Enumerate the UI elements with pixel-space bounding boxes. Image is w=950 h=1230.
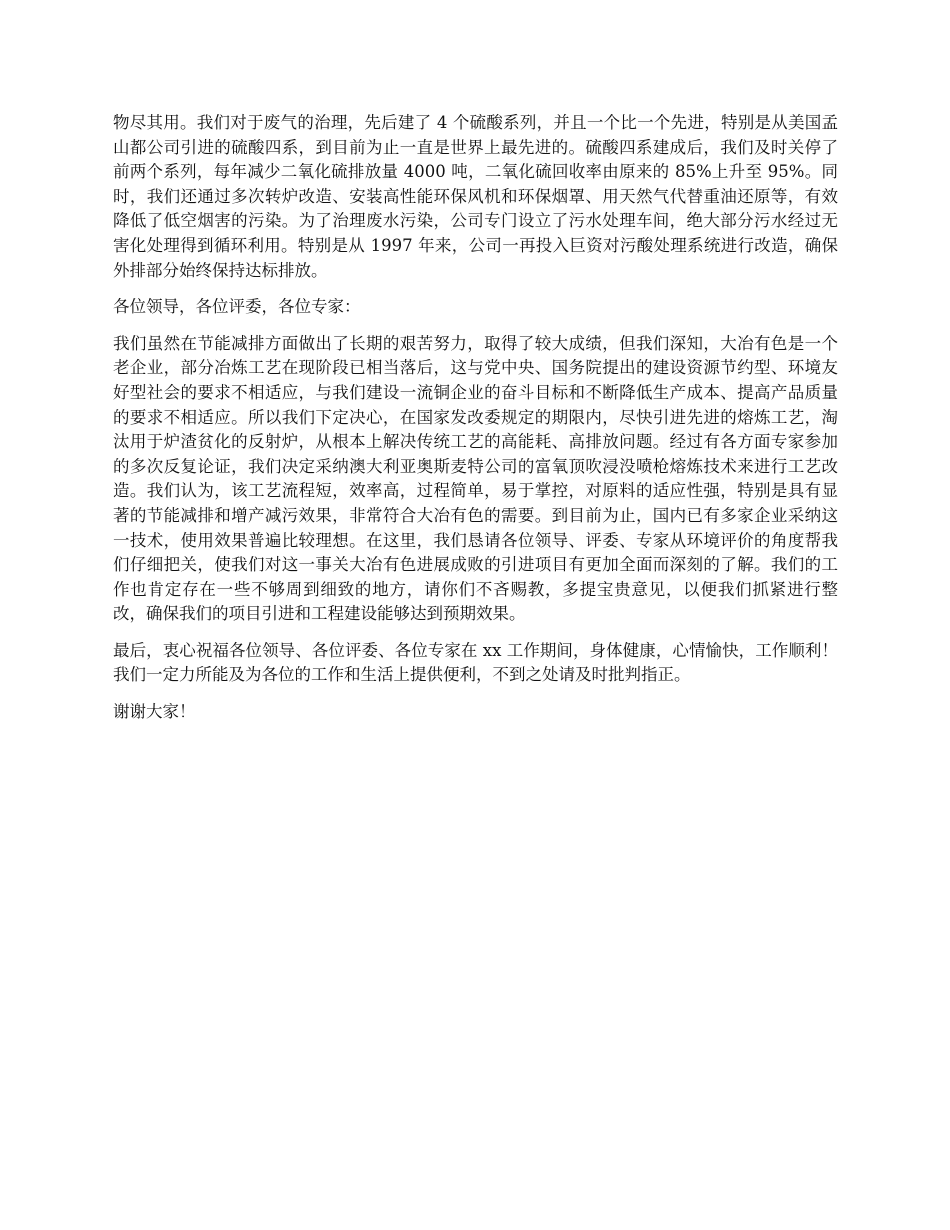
- paragraph-thanks: 谢谢大家！: [113, 702, 196, 722]
- paragraph-process-upgrade: 我们虽然在节能减排方面做出了长期的艰苦努力，取得了较大成绩，但我们深知，大冶有色是一个老企业，部分冶炼工艺在现阶段已相当落后，这与党中央、国务院提出的建设资源节约型、环境友好型社会的要求不相适应，与我们建设一流铜企业的奋斗目标和不断降低生产成本、提高产品质量的要求不相适应。所以我们下定决心，在国家发改委规定的期限内，尽快引进先进的熔炼工艺，淘汰用于炉渣贫化的反射炉，从根本上解决传统工艺的高能耗、高排放问题。经过有各方面专家参加的多次反复论证，我们决定采纳澳大利亚奥斯麦特公司的富氧顶吹浸没喷枪熔炼技术来进行工艺改造。我们认为，该工艺流程短，效率高，过程简单，易于掌控，对原料的适应性强，特别是具有显著的节能减排和增产减污效果，非常符合大冶有色的需要。到目前为止，国内已有多家企业采纳这一技术，使用效果普遍比较理想。在这里，我们恳请各位领导、评委、专家从环境评价的角度帮我们仔细把关，使我们对这一事关大冶有色进展成败的引进项目有更加全面而深刻的了解。我们的工作也肯定存在一些不够周到细致的地方，请你们不吝赐教，多提宝贵意见，以便我们抓紧进行整改，确保我们的项目引进和工程建设能够达到预期效果。: [113, 333, 838, 624]
- paragraph-waste-treatment: 物尽其用。我们对于废气的治理，先后建了 4 个硫酸系列，并且一个比一个先进，特别是从美国孟山都公司引进的硫酸四系，到目前为止一直是世界上最先进的。硫酸四系建成后，我们及时关停了前两个系列，每年减少二氧化硫排放量 4000 吨，二氧化硫回收率由原来的 85%上升至 95%。同时，我们还通过多次转炉改造、安装高性能环保风机和环保烟罩、用天然气代替重油还原等，有效降低了低空烟害的污染。为了治理废水污染，公司专门设立了污水处理车间，绝大部分污水经过无害化处理得到循环利用。特别是从 1997 年来，公司一再投入巨资对污酸处理系统进行改造，确保外排部分始终保持达标排放。: [113, 113, 838, 280]
- paragraph-closing-wishes: 最后，衷心祝福各位领导、各位评委、各位专家在 xx 工作期间，身体健康，心情愉快，工作顺利！我们一定力所能及为各位的工作和生活上提供便利，不到之处请及时批判指正。: [113, 640, 838, 685]
- document-page: [113, 111, 838, 737]
- paragraph-salutation: 各位领导，各位评委，各位专家：: [113, 297, 361, 317]
